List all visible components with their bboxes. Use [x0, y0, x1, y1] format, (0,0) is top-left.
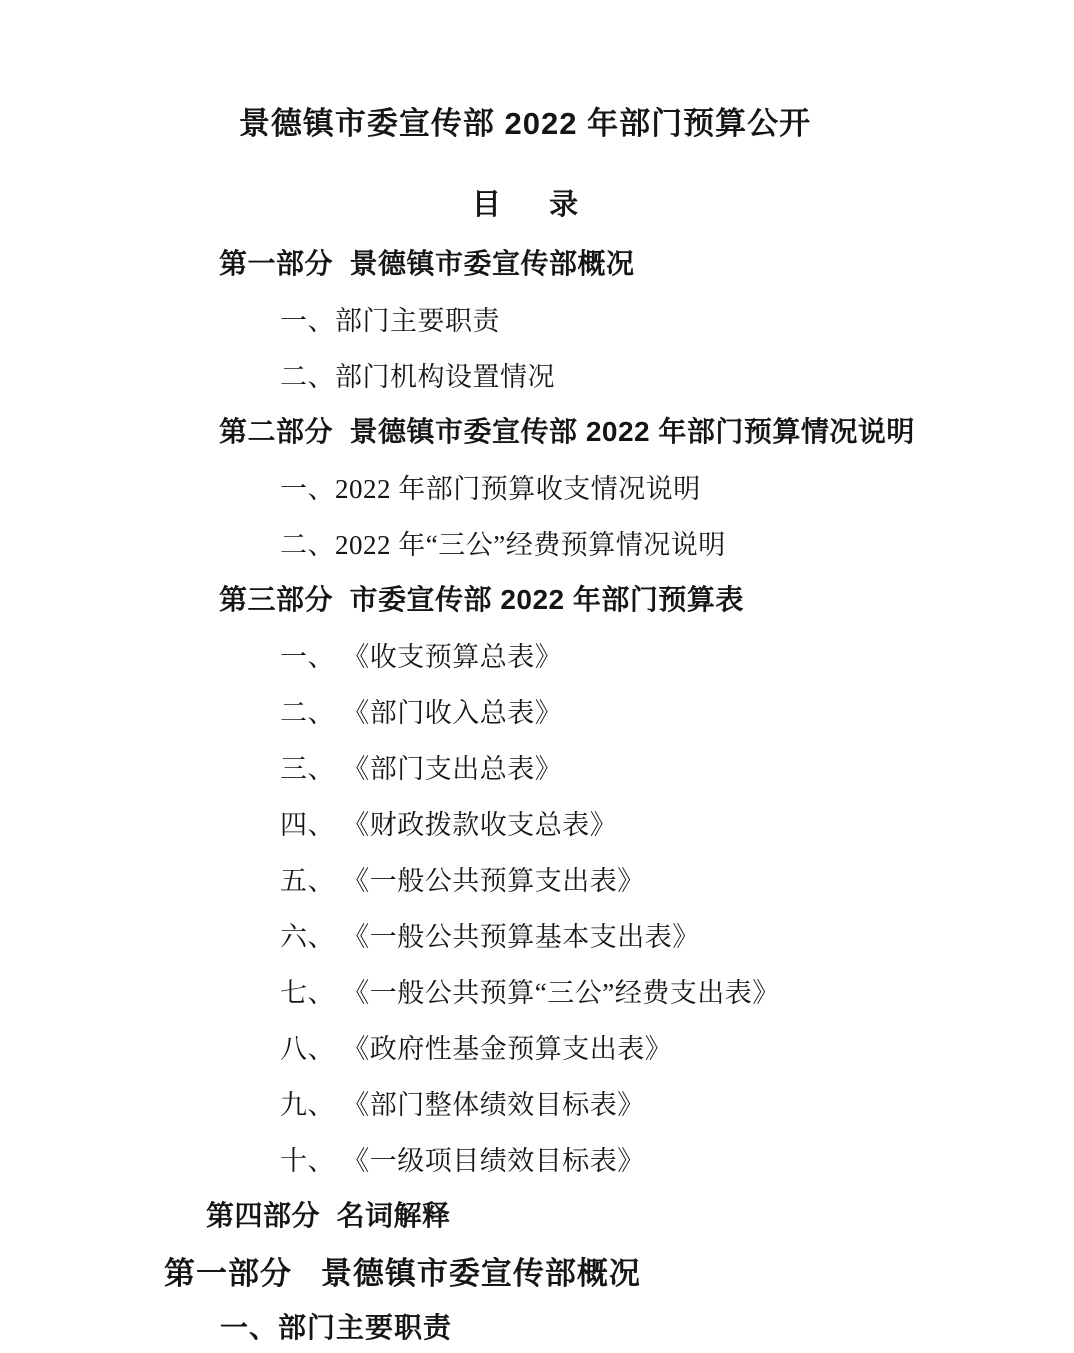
- toc-part-3: 第三部分 市委宣传部 2022 年部门预算表: [219, 584, 744, 615]
- toc-item: 八、 《政府性基金预算支出表》: [280, 1033, 673, 1064]
- toc-part-2: 第二部分 景德镇市委宣传部 2022 年部门预算情况说明: [219, 416, 915, 447]
- toc-list: [0, 234, 1050, 1353]
- toc-item: 九、 《部门整体绩效目标表》: [280, 1089, 645, 1120]
- body-part-heading: 第一部分 景德镇市委宣传部概况: [164, 1255, 641, 1291]
- toc-item: 五、 《一般公共预算支出表》: [280, 865, 645, 896]
- toc-item: 二、部门机构设置情况: [280, 361, 555, 392]
- toc-item: 二、2022 年“三公”经费预算情况说明: [280, 529, 726, 560]
- toc-item: 七、 《一般公共预算“三公”经费支出表》: [280, 977, 780, 1008]
- toc-item: 十、 《一级项目绩效目标表》: [280, 1145, 645, 1176]
- toc-item: 四、 《财政拨款收支总表》: [280, 809, 618, 840]
- toc-heading: 目 录: [471, 189, 579, 221]
- toc-item: 一、2022 年部门预算收支情况说明: [280, 473, 701, 504]
- toc-item: 三、 《部门支出总表》: [280, 753, 563, 784]
- toc-item: 二、 《部门收入总表》: [280, 697, 563, 728]
- toc-part-4: 第四部分 名词解释: [206, 1200, 451, 1231]
- body-section-heading: 一、部门主要职责: [220, 1313, 453, 1344]
- toc-part-1: 第一部分 景德镇市委宣传部概况: [219, 248, 635, 279]
- toc-item: 六、 《一般公共预算基本支出表》: [280, 921, 700, 952]
- toc-item: 一、部门主要职责: [280, 305, 500, 336]
- document-title: 景德镇市委宣传部 2022 年部门预算公开: [238, 106, 812, 141]
- toc-item: 一、 《收支预算总表》: [280, 641, 563, 672]
